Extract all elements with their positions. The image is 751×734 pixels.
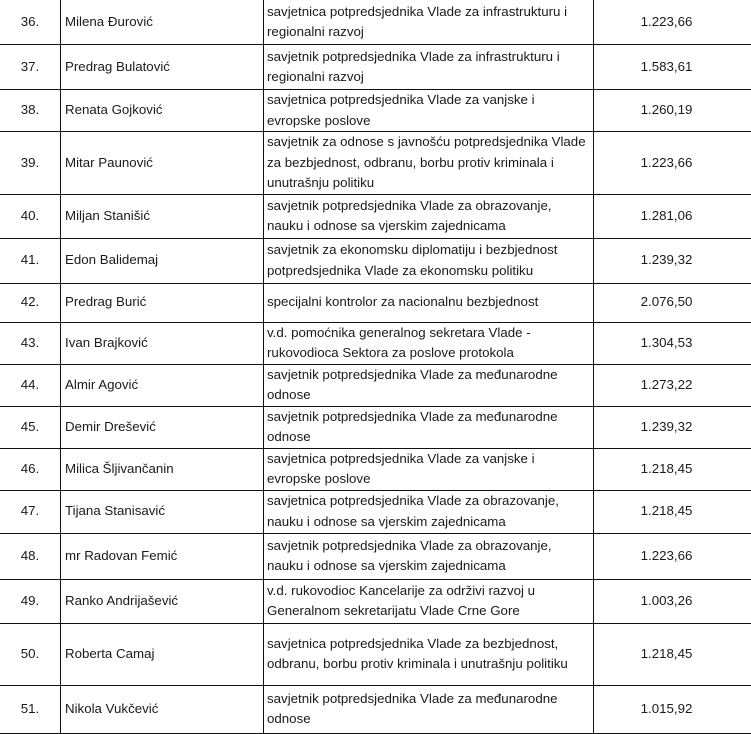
row-number-cell: 51. — [0, 685, 61, 733]
salary-amount-cell: 1.218,45 — [594, 448, 751, 490]
position-text: savjetnica potpredsjednika Vlade za vanjske i evropske poslove — [267, 90, 589, 131]
employee-name-cell: Edon Balidemaj — [61, 238, 264, 283]
employee-name-cell: Predrag Bulatović — [61, 45, 264, 90]
employee-name-cell: Milena Đurović — [61, 0, 264, 45]
row-number-cell: 49. — [0, 579, 61, 623]
position-text: savjetnik potpredsjednika Vlade za obrazovanje, nauku i odnose sa vjerskim zajednicama — [267, 196, 589, 237]
position-cell — [264, 45, 594, 90]
table-row — [0, 322, 751, 364]
table-row — [0, 490, 751, 533]
salary-amount-cell: 1.239,32 — [594, 406, 751, 448]
position-text: savjetnik potpredsjednika Vlade za međunarodne odnose — [267, 407, 589, 448]
table-row — [0, 45, 751, 90]
salary-amount-cell: 1.273,22 — [594, 364, 751, 406]
row-number-cell: 50. — [0, 623, 61, 685]
salary-amount-cell: 1.304,53 — [594, 322, 751, 364]
position-cell — [264, 533, 594, 579]
employee-name-cell: Almir Agović — [61, 364, 264, 406]
position-text: savjetnica potpredsjednika Vlade za obrazovanje, nauku i odnose sa vjerskim zajednicama — [267, 491, 589, 532]
employee-name-cell: Ivan Brajković — [61, 322, 264, 364]
employee-name-cell: Roberta Camaj — [61, 623, 264, 685]
table-row — [0, 194, 751, 238]
employee-name-cell: Milica Šljivančanin — [61, 448, 264, 490]
employee-name-cell: Nikola Vukčević — [61, 685, 264, 733]
salary-amount-cell: 1.015,92 — [594, 685, 751, 733]
salary-amount-cell: 1.003,26 — [594, 579, 751, 623]
table-row — [0, 406, 751, 448]
employee-name-cell: Ranko Andrijašević — [61, 579, 264, 623]
row-number-cell: 40. — [0, 194, 61, 238]
position-text: specijalni kontrolor za nacionalnu bezbjednost — [267, 292, 589, 313]
position-text: v.d. rukovodioc Kancelarije za održivi razvoj u Generalnom sekretarijatu Vlade Crne Gore — [267, 581, 589, 622]
table-row — [0, 0, 751, 45]
position-cell — [264, 283, 594, 322]
salary-amount-cell: 2.076,50 — [594, 283, 751, 322]
row-number-cell: 48. — [0, 533, 61, 579]
row-number-cell: 36. — [0, 0, 61, 45]
table-row — [0, 90, 751, 132]
table-row — [0, 448, 751, 490]
row-number-cell: 38. — [0, 90, 61, 132]
row-number-cell: 43. — [0, 322, 61, 364]
salary-amount-cell: 1.239,32 — [594, 238, 751, 283]
position-cell — [264, 406, 594, 448]
employee-name-cell: Tijana Stanisavić — [61, 490, 264, 533]
position-text: savjetnik potpredsjednika Vlade za međunarodne odnose — [267, 365, 589, 406]
position-text: savjetnik potpredsjednika Vlade za infrastrukturu i regionalni razvoj — [267, 47, 589, 88]
salary-amount-cell: 1.223,66 — [594, 132, 751, 195]
position-cell — [264, 194, 594, 238]
table-row — [0, 685, 751, 733]
table-row — [0, 533, 751, 579]
salary-amount-cell: 1.223,66 — [594, 533, 751, 579]
position-cell — [264, 90, 594, 132]
salary-amount-cell: 1.218,45 — [594, 623, 751, 685]
table-row — [0, 579, 751, 623]
employee-name-cell: Miljan Stanišić — [61, 194, 264, 238]
position-cell — [264, 322, 594, 364]
salary-amount-cell: 1.218,45 — [594, 490, 751, 533]
table-row — [0, 132, 751, 195]
position-cell — [264, 0, 594, 45]
row-number-cell: 47. — [0, 490, 61, 533]
row-number-cell: 41. — [0, 238, 61, 283]
table-row — [0, 283, 751, 322]
position-cell — [264, 579, 594, 623]
employee-name-cell: mr Radovan Femić — [61, 533, 264, 579]
employee-name-cell: Demir Drešević — [61, 406, 264, 448]
table-row — [0, 238, 751, 283]
position-text: savjetnik potpredsjednika Vlade za međunarodne odnose — [267, 689, 589, 730]
row-number-cell: 37. — [0, 45, 61, 90]
row-number-cell: 42. — [0, 283, 61, 322]
position-text: savjetnik za odnose s javnošću potpredsjednika Vlade za bezbjednost, odbranu, borbu protiv kriminala i unutrašnju politiku — [267, 132, 589, 194]
position-text: savjetnica potpredsjednika Vlade za vanjske i evropske poslove — [267, 449, 589, 490]
position-text: savjetnica potpredsjednika Vlade za infrastrukturu i regionalni razvoj — [267, 2, 589, 43]
position-text: savjetnica potpredsjednika Vlade za bezbjednost, odbranu, borbu protiv kriminala i unutrašnju politiku — [267, 634, 589, 675]
employee-name-cell: Predrag Burić — [61, 283, 264, 322]
table-row — [0, 623, 751, 685]
employee-name-cell: Mitar Paunović — [61, 132, 264, 195]
row-number-cell: 46. — [0, 448, 61, 490]
position-cell — [264, 364, 594, 406]
row-number-cell: 45. — [0, 406, 61, 448]
position-cell — [264, 623, 594, 685]
salary-amount-cell: 1.281,06 — [594, 194, 751, 238]
row-number-cell: 39. — [0, 132, 61, 195]
employee-name-cell: Renata Gojković — [61, 90, 264, 132]
salary-amount-cell: 1.583,61 — [594, 45, 751, 90]
position-cell — [264, 685, 594, 733]
row-number-cell: 44. — [0, 364, 61, 406]
position-cell — [264, 448, 594, 490]
position-cell — [264, 132, 594, 195]
position-text: v.d. pomoćnika generalnog sekretara Vlade - rukovodioca Sektora za poslove protokola — [267, 323, 589, 364]
table-row — [0, 364, 751, 406]
position-cell — [264, 490, 594, 533]
position-text: savjetnik za ekonomsku diplomatiju i bezbjednost potpredsjednika Vlade za ekonomsku politiku — [267, 240, 589, 281]
position-cell — [264, 238, 594, 283]
position-text: savjetnik potpredsjednika Vlade za obrazovanje, nauku i odnose sa vjerskim zajednicama — [267, 536, 589, 577]
salary-amount-cell: 1.260,19 — [594, 90, 751, 132]
salary-amount-cell: 1.223,66 — [594, 0, 751, 45]
